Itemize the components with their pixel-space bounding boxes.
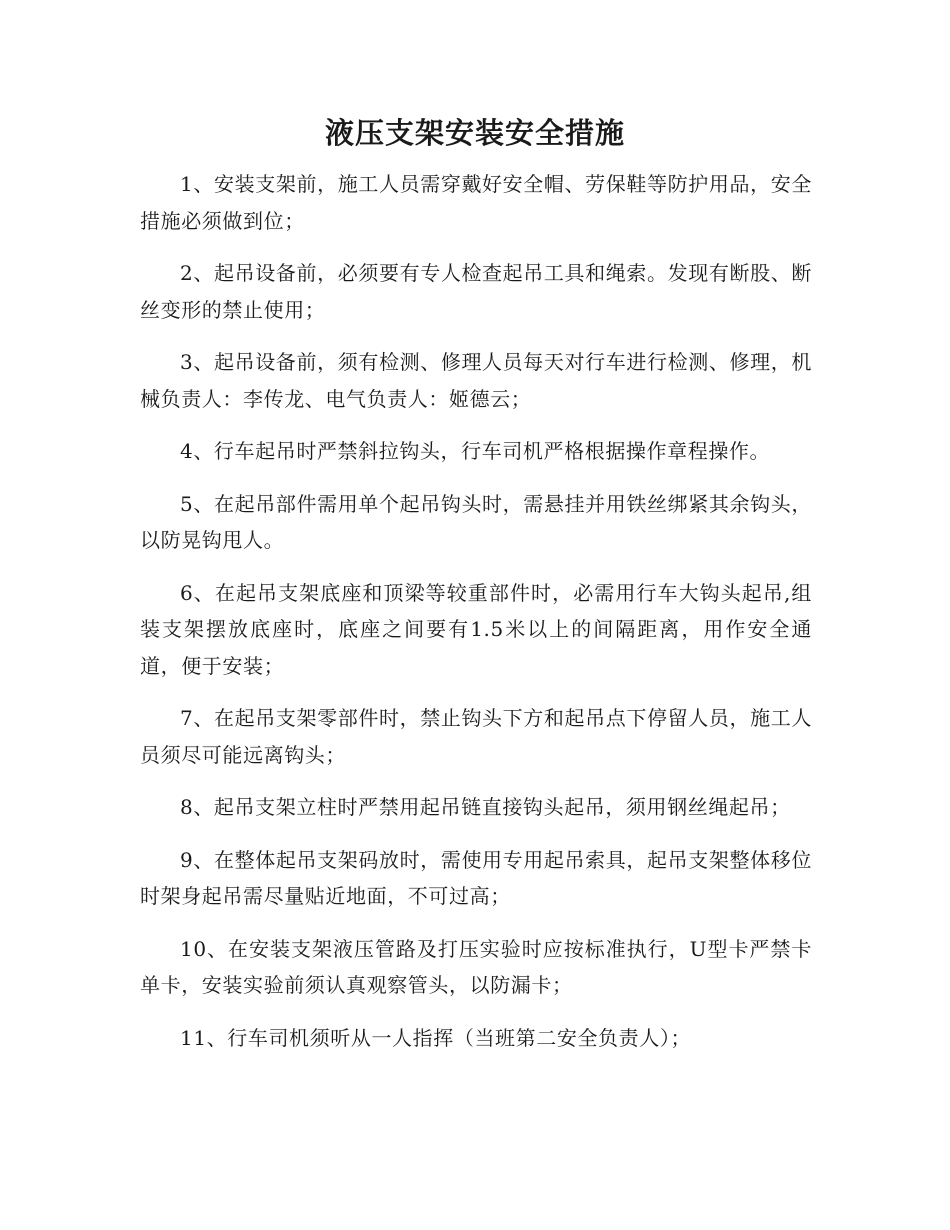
paragraph-8: 8、起吊支架立柱时严禁用起吊链直接钩头起吊，须用钢丝绳起吊； [180, 795, 791, 819]
document-body [140, 166, 812, 1072]
paragraph-6: 6、在起吊支架底座和顶梁等较重部件时，必需用行车大钩头起吊,组装支架摆放底座时，底座之间要有1.5米以上的间隔距离，用作安全通道，便于安装； [140, 580, 812, 678]
paragraph-9: 9、在整体起吊支架码放时，需使用专用起吊索具，起吊支架整体移位时架身起吊需尽量贴近地面，不可过高； [140, 847, 812, 908]
paragraph-2: 2、起吊设备前，必须要有专人检查起吊工具和绳索。发现有断股、断丝变形的禁止使用； [140, 261, 812, 322]
paragraph-1: 1、安装支架前，施工人员需穿戴好安全帽、劳保鞋等防护用品，安全措施必须做到位； [140, 172, 812, 233]
paragraph-10: 10、在安装支架液压管路及打压实验时应按标准执行，U型卡严禁卡单卡，安装实验前须认真观察管头，以防漏卡； [140, 936, 812, 997]
document-title: 液压支架安装安全措施 [324, 116, 625, 150]
paragraph-3: 3、起吊设备前，须有检测、修理人员每天对行车进行检测、修理，机械负责人：李传龙、电气负责人：姬德云； [140, 350, 812, 411]
paragraph-4: 4、行车起吊时严禁斜拉钩头，行车司机严格根据操作章程操作。 [180, 439, 771, 463]
paragraph-5: 5、在起吊部件需用单个起吊钩头时，需悬挂并用铁丝绑紧其余钩头，以防晃钩甩人。 [140, 491, 812, 552]
paragraph-11: 11、行车司机须听从一人指挥（当班第二安全负责人）； [180, 1025, 692, 1050]
paragraph-7: 7、在起吊支架零部件时，禁止钩头下方和起吊点下停留人员，施工人员须尽可能远离钩头； [140, 706, 812, 767]
